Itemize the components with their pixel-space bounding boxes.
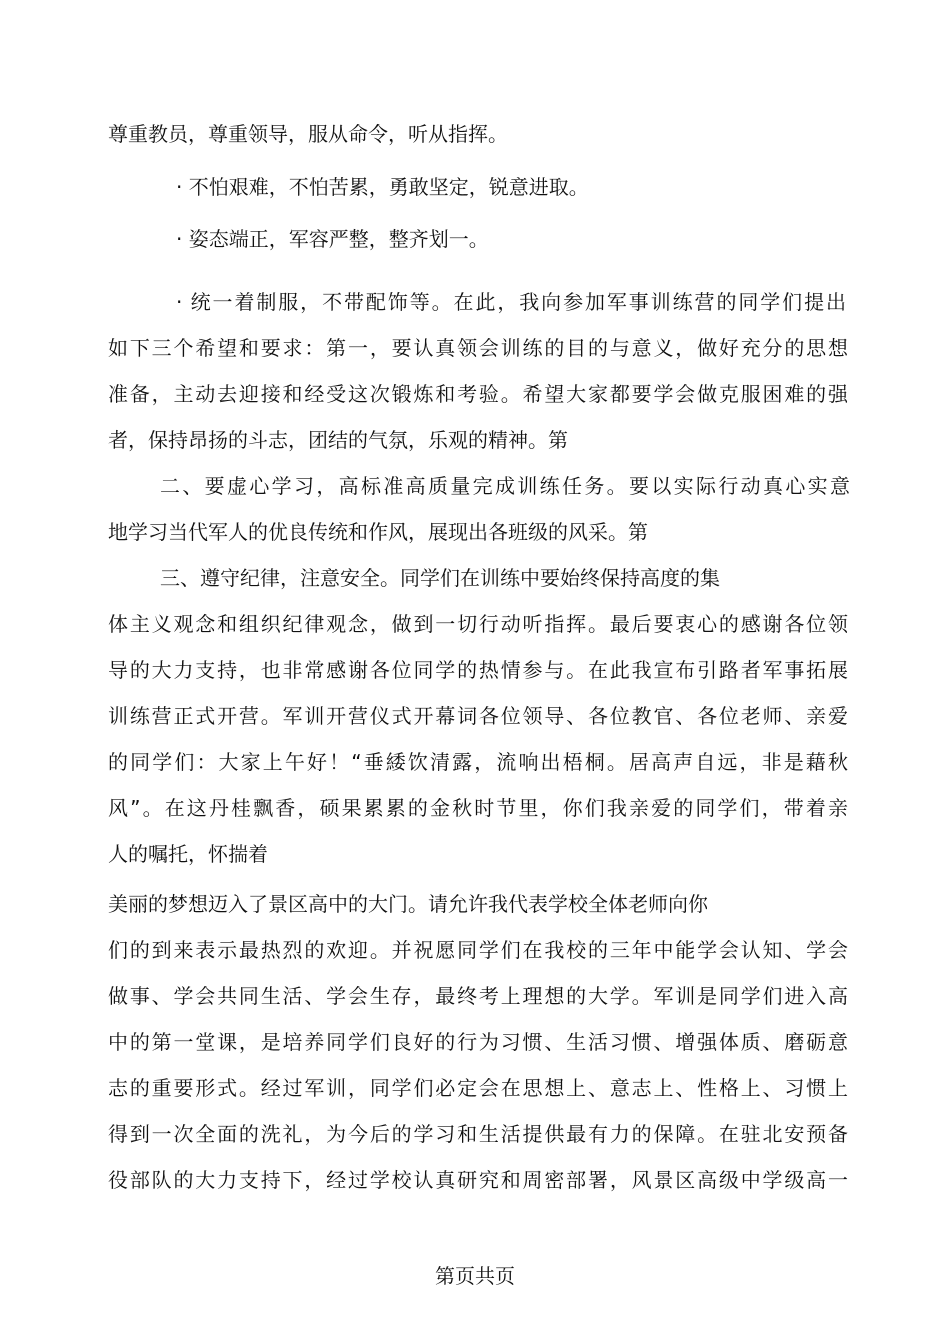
- text-line: 得到一次全面的洗礼，为今后的学习和生活提供最有力的保障。在驻北安预备: [108, 1122, 848, 1146]
- bullet-line: · 姿态端正，军容严整，整齐划一。: [176, 227, 489, 251]
- text-line: 尊重教员，尊重领导，服从命令，听从指挥。: [108, 122, 508, 146]
- text-line: 美丽的梦想迈入了景区高中的大门。请允许我代表学校全体老师向你: [108, 892, 708, 916]
- text-line: 体主义观念和组织纪律观念，做到一切行动听指挥。最后要衷心的感谢各位领: [108, 612, 848, 636]
- text-line: 三、遵守纪律，注意安全。同学们在训练中要始终保持高度的集: [160, 566, 720, 590]
- text-line: 地学习当代军人的优良传统和作风，展现出各班级的风采。第: [108, 520, 648, 544]
- text-line: 如下三个希望和要求：第一，要认真领会训练的目的与意义，做好充分的思想: [108, 336, 848, 360]
- text-line: 导的大力支持，也非常感谢各位同学的热情参与。在此我宣布引路者军事拓展: [108, 658, 848, 682]
- text-line: 的同学们：大家上午好！“垂緌饮清露，流响出梧桐。居高声自远，非是藉秋: [108, 750, 848, 774]
- page-footer: 第页共页: [435, 1264, 515, 1288]
- text-line: 训练营正式开营。军训开营仪式开幕词各位领导、各位教官、各位老师、亲爱: [108, 704, 848, 728]
- text-line: 役部队的大力支持下，经过学校认真研究和周密部署，风景区高级中学级高一: [108, 1168, 848, 1192]
- text-line: 中的第一堂课，是培养同学们良好的行为习惯、生活习惯、增强体质、磨砺意: [108, 1030, 848, 1054]
- text-line: 志的重要形式。经过军训，同学们必定会在思想上、意志上、性格上、习惯上: [108, 1076, 848, 1100]
- text-line: 风”。在这丹桂飘香，硕果累累的金秋时节里，你们我亲爱的同学们，带着亲: [108, 796, 848, 820]
- text-line: 人的嘱托，怀揣着: [108, 842, 268, 866]
- text-line: 者，保持昂扬的斗志，团结的气氛，乐观的精神。第: [108, 428, 568, 452]
- text-line: 们的到来表示最热烈的欢迎。并祝愿同学们在我校的三年中能学会认知、学会: [108, 938, 848, 962]
- text-line: 准备，主动去迎接和经受这次锻炼和考验。希望大家都要学会做克服困难的强: [108, 382, 848, 406]
- bullet-line: · 统一着制服，不带配饰等。在此，我向参加军事训练营的同学们提出: [176, 290, 846, 314]
- text-line: 做事、学会共同生活、学会生存，最终考上理想的大学。军训是同学们进入高: [108, 984, 848, 1008]
- text-line: 二、要虚心学习，高标准高质量完成训练任务。要以实际行动真心实意: [160, 474, 850, 498]
- bullet-line: · 不怕艰难，不怕苦累，勇敢坚定，锐意进取。: [176, 175, 589, 199]
